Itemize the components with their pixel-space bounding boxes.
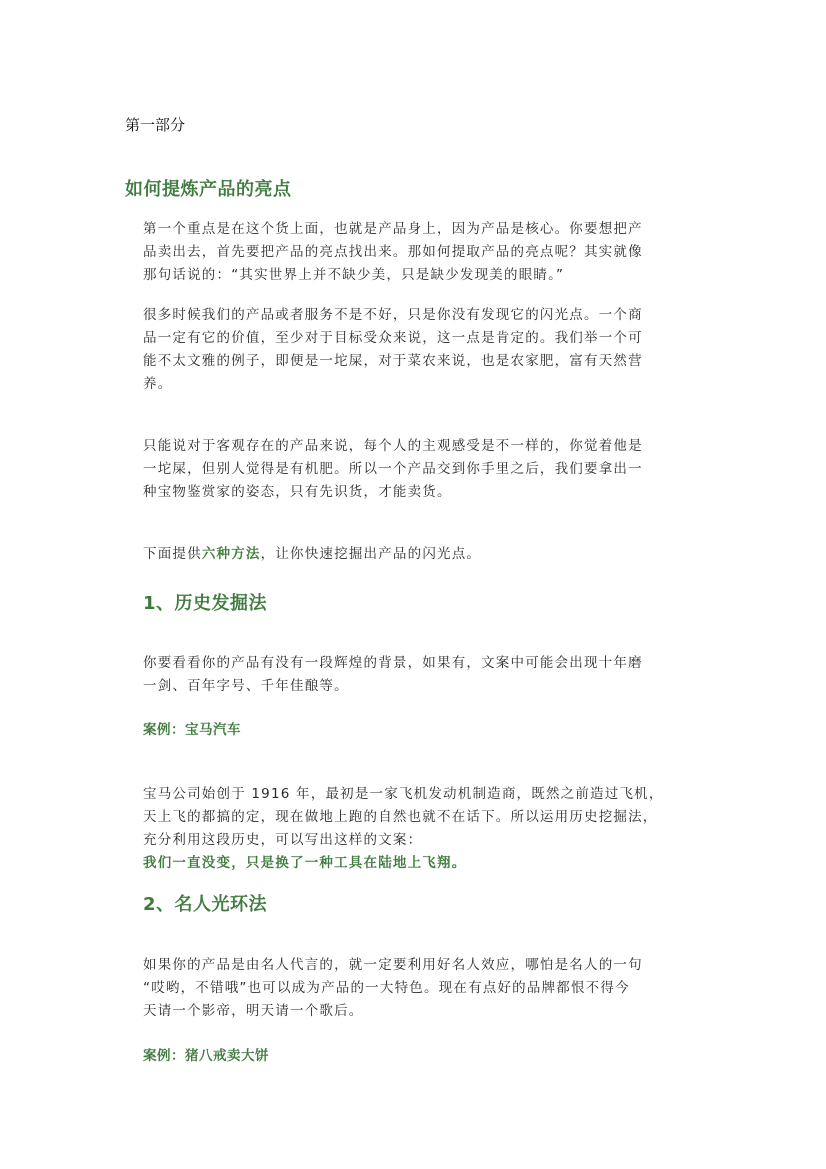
section-2-case-label: 案例：猪八戒卖大饼 bbox=[143, 1048, 269, 1064]
section-2-title: 2、名人光环法 bbox=[143, 894, 268, 915]
paragraph-line bbox=[143, 543, 703, 566]
intro-paragraph-1 bbox=[143, 218, 703, 287]
section-1-case-body bbox=[143, 783, 703, 875]
section-1-body bbox=[143, 652, 703, 698]
main-title: 如何提炼产品的亮点 bbox=[125, 179, 292, 200]
paragraph-line: 品一定有它的价值，至少对于目标受众来说，这一点是肯定的。我们举一个可 bbox=[143, 330, 643, 346]
paragraph-line: 只能说对于客观存在的产品来说，每个人的主观感受是不一样的，你觉着他是 bbox=[143, 438, 643, 454]
section-1-title: 1、历史发掘法 bbox=[143, 593, 268, 614]
case-slogan: 我们一直没变，只是换了一种工具在陆地上飞翔。 bbox=[143, 855, 467, 871]
methods-prefix: 下面提供 bbox=[143, 546, 202, 562]
intro-paragraph-2 bbox=[143, 304, 703, 396]
paragraph-line: 能不太文雅的例子，即便是一坨屎，对于菜农来说，也是农家肥，富有天然营 bbox=[143, 353, 643, 369]
paragraph-line: 你要看看你的产品有没有一段辉煌的背景，如果有，文案中可能会出现十年磨 bbox=[143, 655, 643, 671]
methods-intro bbox=[143, 543, 703, 566]
part-label: 第一部分 bbox=[125, 116, 186, 134]
intro-paragraph-3 bbox=[143, 435, 703, 504]
paragraph-line: 养。 bbox=[143, 376, 173, 392]
paragraph-line: 种宝物鉴赏家的姿态，只有先识货，才能卖货。 bbox=[143, 484, 452, 500]
section-2-body bbox=[143, 954, 703, 1023]
methods-highlight: 六种方法 bbox=[201, 546, 261, 562]
methods-suffix: ，让你快速挖掘出产品的闪光点。 bbox=[260, 546, 482, 562]
paragraph-line: 天请一个影帝，明天请一个歌后。 bbox=[143, 1003, 364, 1019]
paragraph-line: 宝马公司始创于 1916 年，最初是一家飞机发动机制造商，既然之前造过飞机， bbox=[143, 786, 664, 802]
paragraph-line: 如果你的产品是由名人代言的，就一定要利用好名人效应，哪怕是名人的一句 bbox=[143, 957, 643, 973]
paragraph-line: 品卖出去，首先要把产品的亮点找出来。那如何提取产品的亮点呢？其实就像 bbox=[143, 244, 643, 260]
paragraph-line: 那句话说的：“其实世界上并不缺少美，只是缺少发现美的眼睛。” bbox=[143, 267, 565, 283]
paragraph-line: 充分利用这段历史，可以写出这样的文案： bbox=[143, 832, 423, 848]
paragraph-line: 一剑、百年字号、千年佳酿等。 bbox=[143, 678, 349, 694]
paragraph-line: 很多时候我们的产品或者服务不是不好，只是你没有发现它的闪光点。一个商 bbox=[143, 307, 643, 323]
paragraph-line: 一坨屎，但别人觉得是有机肥。所以一个产品交到你手里之后，我们要拿出一 bbox=[143, 461, 643, 477]
section-1-case-label: 案例：宝马汽车 bbox=[143, 722, 241, 738]
paragraph-line: 天上飞的都搞的定，现在做地上跑的自然也就不在话下。所以运用历史挖掘法， bbox=[143, 809, 658, 825]
paragraph-line: “哎哟，不错哦”也可以成为产品的一大特色。现在有点好的品牌都恨不得今 bbox=[143, 980, 630, 996]
paragraph-line: 第一个重点是在这个货上面，也就是产品身上，因为产品是核心。你要想把产 bbox=[143, 221, 643, 237]
